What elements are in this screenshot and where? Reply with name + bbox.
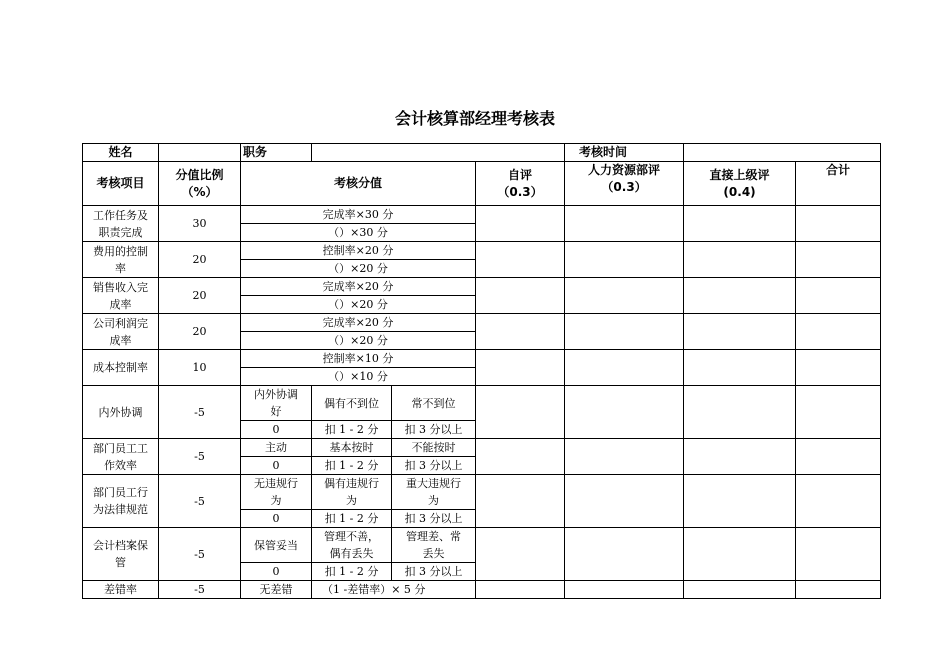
- hr-score-cell[interactable]: [565, 242, 684, 278]
- row-item-line1: 公司利润完: [93, 316, 148, 330]
- row-weight: -5: [159, 386, 241, 439]
- row-item-line1: 销售收入完: [93, 280, 148, 294]
- hr-score-cell[interactable]: [565, 350, 684, 386]
- level-good: [241, 386, 312, 421]
- boss-score-cell[interactable]: [684, 528, 796, 581]
- name-field[interactable]: [159, 144, 241, 162]
- position-label: 职务: [241, 144, 312, 162]
- row-weight: -5: [159, 439, 241, 475]
- row-weight: 20: [159, 314, 241, 350]
- row-item: [83, 314, 159, 350]
- header-weight: [159, 162, 241, 206]
- boss-score-cell[interactable]: [684, 439, 796, 475]
- level-fair: 基本按时: [312, 439, 392, 457]
- level-good: 无差错: [241, 581, 312, 599]
- hr-score-cell[interactable]: [565, 206, 684, 242]
- row-weight: -5: [159, 475, 241, 528]
- table-row: [83, 206, 881, 224]
- row-score-blank: （）×20 分: [241, 332, 476, 350]
- error-formula: （1 -差错率）× 5 分: [312, 581, 476, 599]
- self-score-cell[interactable]: [476, 528, 565, 581]
- assessment-table: [82, 143, 881, 599]
- row-weight: -5: [159, 528, 241, 581]
- row-item-line2: 作效率: [104, 458, 137, 472]
- time-field[interactable]: [684, 144, 881, 162]
- level-fair-line2: 为: [346, 494, 357, 507]
- boss-score-cell[interactable]: [684, 350, 796, 386]
- name-label: 姓名: [83, 144, 159, 162]
- row-item: [83, 350, 159, 386]
- row-item: [83, 528, 159, 581]
- total-cell[interactable]: [796, 350, 881, 386]
- deduct-poor: 扣 3 分以上: [392, 510, 476, 528]
- row-score-blank: （）×20 分: [241, 260, 476, 278]
- deduct-fair: 扣 1 - 2 分: [312, 510, 392, 528]
- table-row: [83, 528, 881, 563]
- time-label: 考核时间: [565, 144, 684, 162]
- row-score-formula: 完成率×20 分: [241, 278, 476, 296]
- level-fair-line2: 偶有丢失: [329, 547, 374, 560]
- row-weight: 30: [159, 206, 241, 242]
- deduct-fair: 扣 1 - 2 分: [312, 421, 392, 439]
- row-item-line2: 率: [115, 261, 126, 275]
- self-score-cell[interactable]: [476, 350, 565, 386]
- header-boss-line1: 直接上级评: [709, 167, 770, 182]
- boss-score-cell[interactable]: [684, 206, 796, 242]
- page-title: 会计核算部经理考核表: [394, 109, 555, 128]
- hr-score-cell[interactable]: [565, 314, 684, 350]
- header-boss-line2: (0.4): [723, 184, 756, 199]
- total-cell[interactable]: [796, 439, 881, 475]
- table-row: [83, 350, 881, 368]
- deduct-good: 0: [241, 510, 312, 528]
- total-cell[interactable]: [796, 386, 881, 439]
- row-score-formula: 控制率×10 分: [241, 350, 476, 368]
- table-row: [83, 314, 881, 332]
- row-item: [83, 439, 159, 475]
- header-self-line1: 自评: [508, 167, 533, 182]
- row-item-line2: 成率: [109, 297, 132, 311]
- total-cell[interactable]: [796, 314, 881, 350]
- header-self: [476, 162, 565, 206]
- total-cell[interactable]: [796, 278, 881, 314]
- self-score-cell[interactable]: [476, 278, 565, 314]
- deduct-fair: 扣 1 - 2 分: [312, 563, 392, 581]
- deduct-good: 0: [241, 563, 312, 581]
- hr-score-cell[interactable]: [565, 278, 684, 314]
- level-poor: 常不到位: [392, 386, 476, 421]
- level-poor: 不能按时: [392, 439, 476, 457]
- deduct-poor: 扣 3 分以上: [392, 457, 476, 475]
- boss-score-cell[interactable]: [684, 386, 796, 439]
- total-cell[interactable]: [796, 581, 881, 599]
- row-item-line1: 部门员工工: [93, 441, 148, 455]
- self-score-cell[interactable]: [476, 242, 565, 278]
- table-row: [83, 581, 881, 599]
- boss-score-cell[interactable]: [684, 314, 796, 350]
- row-item-line2: 成率: [109, 333, 132, 347]
- row-score-blank: （）×20 分: [241, 296, 476, 314]
- row-item: [83, 475, 159, 528]
- header-item: 考核项目: [83, 162, 159, 206]
- table-row: [83, 278, 881, 296]
- row-weight: 20: [159, 278, 241, 314]
- level-fair: [312, 475, 392, 510]
- boss-score-cell[interactable]: [684, 242, 796, 278]
- level-fair-line1: 偶有违规行: [324, 477, 379, 490]
- level-poor-line1: 管理差、常: [406, 530, 461, 543]
- table-row: [83, 386, 881, 421]
- header-boss: [684, 162, 796, 206]
- level-poor: [392, 475, 476, 510]
- hr-score-cell[interactable]: [565, 528, 684, 581]
- row-item-line2: 为法律规范: [93, 503, 148, 516]
- level-good-line2: 好: [270, 405, 282, 418]
- level-good-line1: 内外协调: [254, 388, 298, 401]
- row-item-line2: 管: [115, 556, 126, 569]
- deduct-good: 0: [241, 421, 312, 439]
- self-score-cell[interactable]: [476, 581, 565, 599]
- info-row: [83, 144, 881, 162]
- level-good-line2: 为: [270, 494, 282, 507]
- row-weight: 20: [159, 242, 241, 278]
- total-cell[interactable]: [796, 206, 881, 242]
- level-poor-line1: 重大违规行: [406, 477, 461, 490]
- level-good-line1: 无违规行: [254, 477, 298, 490]
- row-score-formula: 完成率×20 分: [241, 314, 476, 332]
- header-row: [83, 162, 881, 206]
- hr-score-cell[interactable]: [565, 439, 684, 475]
- hr-score-cell[interactable]: [565, 386, 684, 439]
- header-hr: [565, 162, 684, 206]
- row-item-line1: 会计档案保: [93, 539, 148, 552]
- header-hr-line2: （0.3）: [601, 180, 647, 194]
- level-poor-line2: 丢失: [422, 547, 445, 560]
- table-row: [83, 439, 881, 457]
- table-row: [83, 475, 881, 510]
- row-item: 差错率: [83, 581, 159, 599]
- boss-score-cell[interactable]: [684, 581, 796, 599]
- total-cell[interactable]: [796, 242, 881, 278]
- level-good: [241, 475, 312, 510]
- deduct-poor: 扣 3 分以上: [392, 421, 476, 439]
- level-fair: [312, 528, 392, 563]
- row-item-line1: 工作任务及: [93, 208, 148, 222]
- header-self-line2: （0.3）: [497, 184, 543, 199]
- row-score-formula: 控制率×20 分: [241, 242, 476, 260]
- row-item-line2: 职责完成: [98, 225, 143, 239]
- row-score-formula: 完成率×30 分: [241, 206, 476, 224]
- row-item: [83, 206, 159, 242]
- level-fair: 偶有不到位: [312, 386, 392, 421]
- level-good: 保管妥当: [241, 528, 312, 563]
- header-hr-line1: 人力资源部评: [588, 163, 661, 177]
- self-score-cell[interactable]: [476, 475, 565, 528]
- self-score-cell[interactable]: [476, 386, 565, 439]
- row-item-line1: 成本控制率: [93, 361, 148, 374]
- row-item: [83, 242, 159, 278]
- table-row: [83, 242, 881, 260]
- row-weight: 10: [159, 350, 241, 386]
- total-cell[interactable]: [796, 528, 881, 581]
- boss-score-cell[interactable]: [684, 278, 796, 314]
- row-item: 内外协调: [83, 386, 159, 439]
- level-fair-line1: 管理不善，: [324, 530, 379, 543]
- header-weight-line1: 分值比例: [175, 167, 224, 182]
- level-poor: [392, 528, 476, 563]
- position-field[interactable]: [312, 144, 565, 162]
- self-score-cell[interactable]: [476, 439, 565, 475]
- row-item-line1: 部门员工行: [93, 486, 148, 499]
- self-score-cell[interactable]: [476, 314, 565, 350]
- hr-score-cell[interactable]: [565, 581, 684, 599]
- row-item-line1: 费用的控制: [93, 244, 148, 258]
- level-good: 主动: [241, 439, 312, 457]
- header-total: 合计: [796, 162, 881, 206]
- hr-score-cell[interactable]: [565, 475, 684, 528]
- deduct-poor: 扣 3 分以上: [392, 563, 476, 581]
- row-weight: -5: [159, 581, 241, 599]
- header-weight-line2: （%）: [181, 184, 218, 199]
- row-item: [83, 278, 159, 314]
- row-score-blank: （）×10 分: [241, 368, 476, 386]
- level-poor-line2: 为: [428, 494, 439, 507]
- deduct-good: 0: [241, 457, 312, 475]
- boss-score-cell[interactable]: [684, 475, 796, 528]
- total-cell[interactable]: [796, 475, 881, 528]
- row-score-blank: （）×30 分: [241, 224, 476, 242]
- self-score-cell[interactable]: [476, 206, 565, 242]
- deduct-fair: 扣 1 - 2 分: [312, 457, 392, 475]
- header-score: 考核分值: [241, 162, 476, 206]
